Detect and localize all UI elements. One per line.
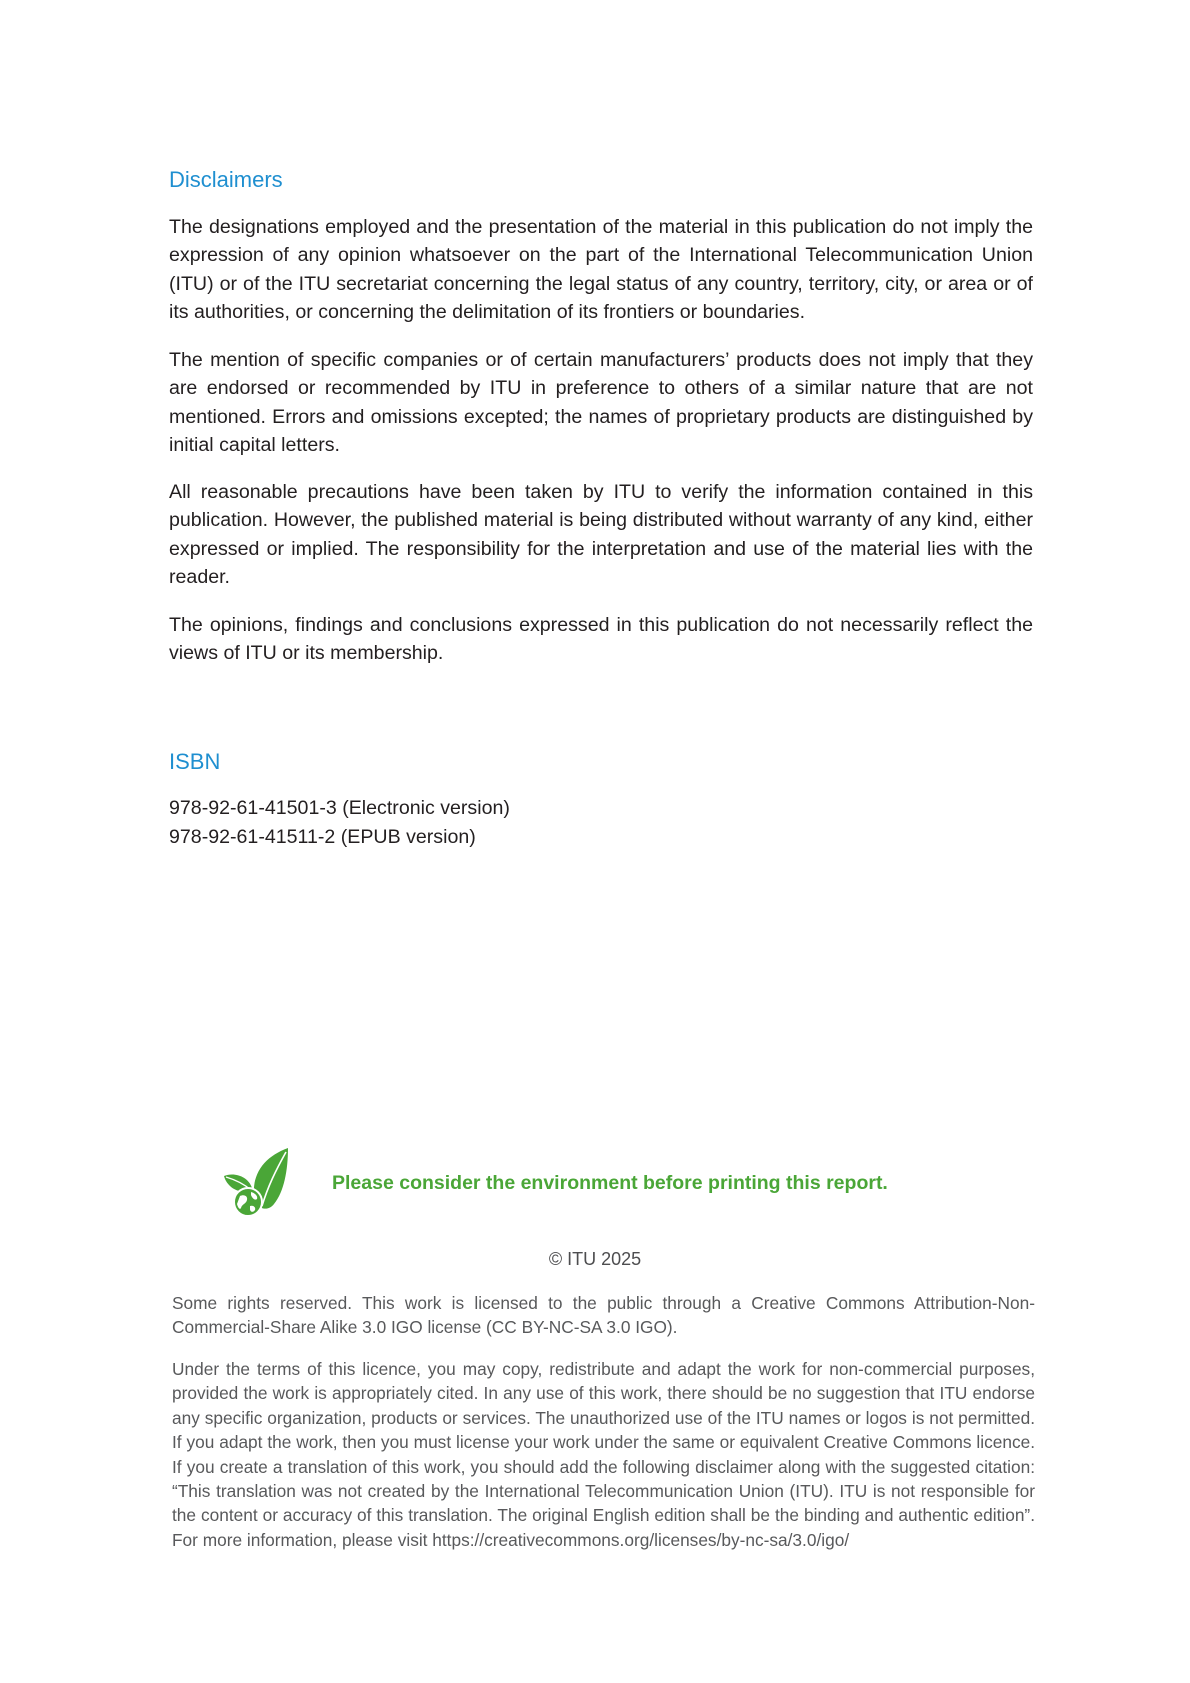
license-terms: Under the terms of this licence, you may copy, redistribute and adapt the work for non-commercial purposes, provided the work is appropriately cited. In any use of this work, there should be no suggestion that ITU endorse any specific organization, products or services. The unauthorized use of the ITU names or logos is not permitted. If you adapt the work, then you must license your work under the same or equivalent Creative Commons licence. If you create a translation of this work, you should add the following disclaimer along with the suggested citation: “This translation was not created by the International Telecommunication Union (ITU). ITU is not responsible for the content or accuracy of this translation. The original English edition shall be the binding and authentic edition”. For more information, please visit https://creativecommons.org/licenses/by-nc-sa/3.0/igo/ xyxy=(172,1359,1035,1550)
disclaimer-paragraph: The opinions, findings and conclusions expressed in this publication do not necessarily reflect the views of ITU or its membership. xyxy=(169,614,1033,665)
leaf-globe-icon xyxy=(222,1146,292,1218)
disclaimer-paragraph: The mention of specific companies or of certain manufacturers’ products does not imply that they are endorsed or recommended by ITU in preference to others of a similar nature that are not mentioned. Errors and omissions excepted; the names of proprietary products are distinguished by initial capital letters. xyxy=(169,349,1033,456)
copyright: © ITU 2025 xyxy=(548,1249,642,1269)
isbn-list xyxy=(169,794,510,851)
disclaimer-paragraph: The designations employed and the presentation of the material in this publication do not imply the expression of any opinion whatsoever on the part of the International Telecommunication Union (ITU) or of the ITU secretariat concerning the legal status of any country, territory, city, or area or of its authorities, or concerning the delimitation of its frontiers or boundaries. xyxy=(169,216,1033,323)
disclaimers-heading: Disclaimers xyxy=(169,167,283,192)
isbn-heading: ISBN xyxy=(169,749,221,774)
disclaimer-paragraph: All reasonable precautions have been taken by ITU to verify the information contained in this publication. However, the published material is being distributed without warranty of any kind, either expressed or implied. The responsibility for the interpretation and use of the material lies with the reader. xyxy=(169,481,1033,588)
license-summary: Some rights reserved. This work is licensed to the public through a Creative Commons Attribution-Non-Commercial-Share Alike 3.0 IGO license (CC BY-NC-SA 3.0 IGO). xyxy=(172,1293,1035,1338)
environment-note: Please consider the environment before printing this report. xyxy=(332,1172,888,1194)
isbn-electronic: 978-92-61-41501-3 (Electronic version) xyxy=(169,797,510,819)
isbn-epub: 978-92-61-41511-2 (EPUB version) xyxy=(169,825,476,848)
